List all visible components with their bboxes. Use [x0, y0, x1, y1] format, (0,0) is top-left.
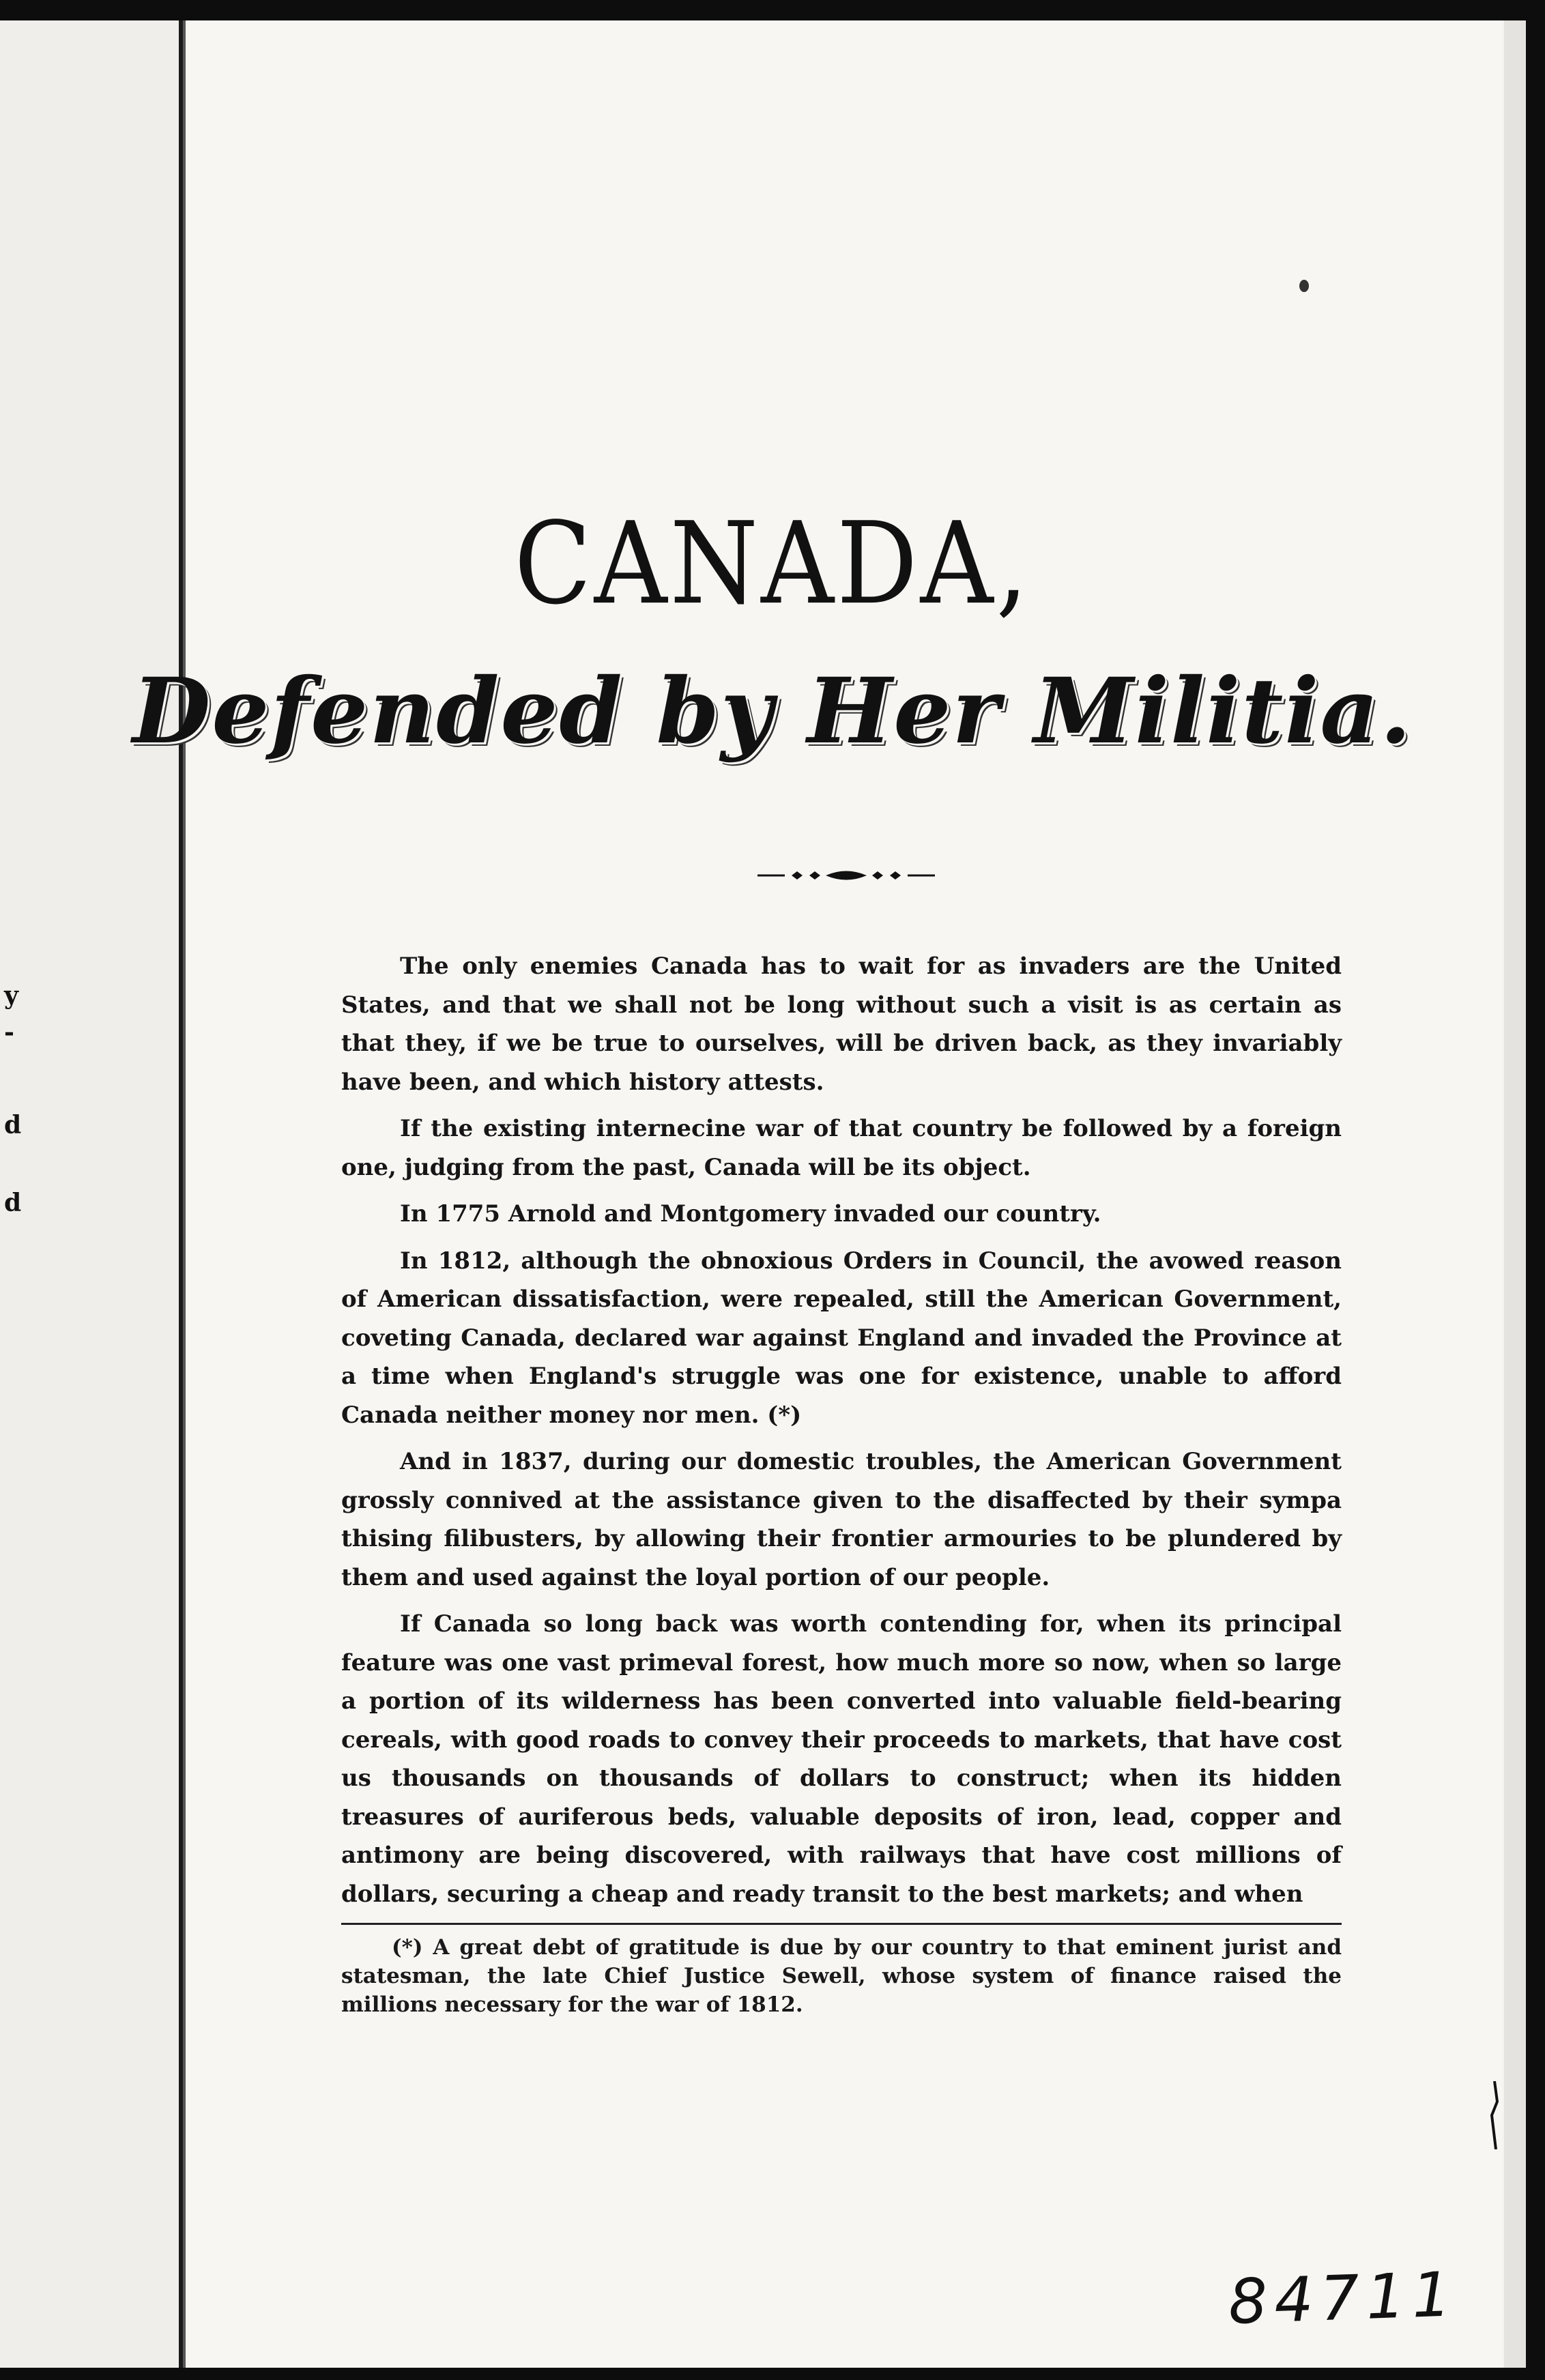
document-title: CANADA, [514, 497, 1031, 630]
paragraph: In 1812, although the obnoxious Orders in Council, the avowed reason of American dissatisfaction, were repealed, still the American Government, coveting Canada, declared war against England and invaded the Province at a time when England's struggle was one for existence, unable to afford Canada neither money nor men. (*) [341, 1247, 1342, 1429]
paragraph: The only enemies Canada has to wait for as invaders are the United States, and that we shall not be long without such a visit is as certain as that they, if we be true to ourselves, will be driven back, as they invariably have been, and which history attests. [341, 953, 1342, 1096]
catalog-number: 84711 [1227, 2259, 1460, 2338]
body-text [341, 947, 1342, 1921]
edge-letter: d [4, 1111, 22, 1140]
document-subtitle: Defended by Her Militia. [132, 658, 1413, 764]
ornamental-divider [757, 865, 935, 886]
right-page-edge [1504, 20, 1526, 2368]
footnote-divider [341, 1923, 1342, 1925]
paragraph: If Canada so long back was worth contending for, when its principal feature was one vast primeval forest, how much more so now, when so large a portion of its wilderness has been converted into valuable field-bearing cereals, with good roads to convey their proceeds to markets, that have cost us thousands on thousands of dollars to construct; when its hidden treasures of auriferous beds, valuable deposits of iron, lead, copper and antimony are being discovered, with railways that have cost millions of dollars, securing a cheap and ready transit to the best markets; and when [341, 1610, 1342, 1908]
paragraph: If the existing internecine war of that country be followed by a foreign one, judging from the past, Canada will be its object. [341, 1115, 1342, 1181]
facing-page-edge [0, 20, 183, 2368]
paragraph: In 1775 Arnold and Montgomery invaded our country. [400, 1200, 1101, 1228]
page-edge-mark [1488, 2081, 1501, 2149]
book-spine-shadow [183, 20, 186, 2368]
edge-letter: y [4, 981, 18, 1010]
edge-letter: d [4, 1189, 22, 1217]
edge-letter: - [4, 1018, 14, 1047]
footnote: (*) A great debt of gratitude is due by our country to that eminent jurist and statesman, the late Chief Justice Sewell, whose system of finance raised the millions necessary for the war of 1812. [341, 1935, 1342, 2017]
paragraph: And in 1837, during our domestic troubles, the American Government grossly connived at the assistance given to the disaffected by their sympa thising filibusters, by allowing their frontier armouries to be plundered by them and used against the loyal portion of our people. [341, 1448, 1342, 1591]
